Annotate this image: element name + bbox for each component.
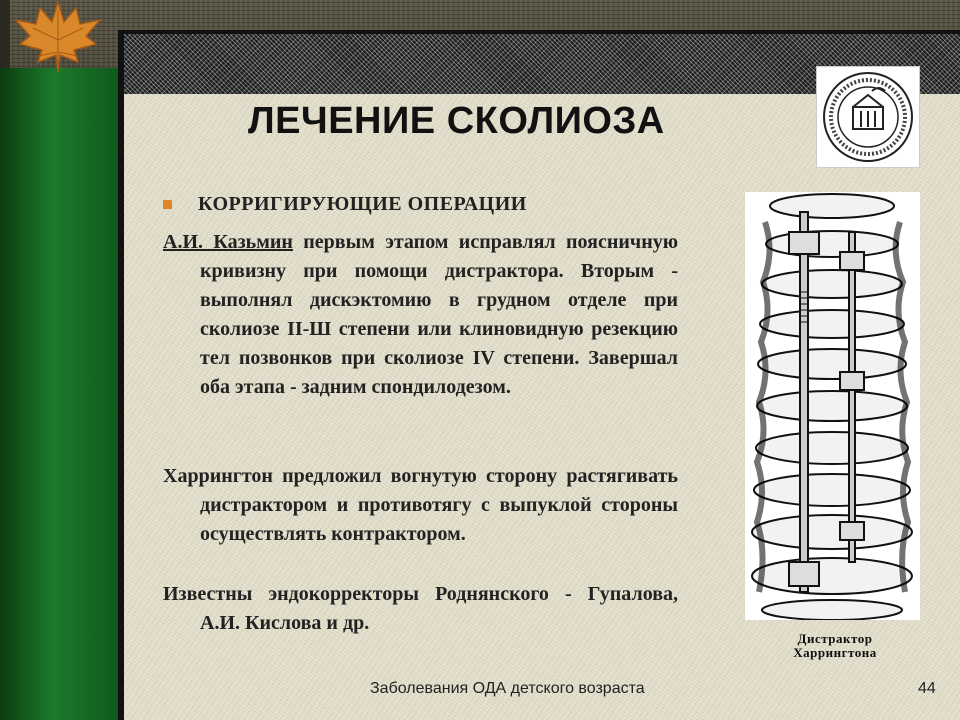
- slide-footer: Заболевания ОДА детского возраста: [370, 680, 645, 697]
- university-seal-icon: [816, 66, 920, 168]
- page-number: 44: [918, 680, 936, 697]
- paragraph-endocorrectors-text: Известны эндокорректоры Роднянского - Гупалова, А.И. Кислова и др.: [163, 583, 678, 634]
- bullet-heading-row: [163, 193, 527, 216]
- figure-caption-line1: Дистрактор: [797, 631, 873, 646]
- paragraph-harrington: [163, 462, 678, 549]
- green-side-band: [0, 68, 118, 720]
- bullet-square-icon: [163, 200, 172, 209]
- slide-title: ЛЕЧЕНИЕ СКОЛИОЗА: [248, 100, 665, 142]
- harrington-distractor-illustration: [745, 192, 920, 620]
- paragraph-kazmin: [163, 228, 678, 402]
- paragraph-endocorrectors: [163, 580, 678, 638]
- figure-caption-line2: Харрингтона: [793, 645, 877, 660]
- paragraph-harrington-text: Харрингтон предложил вогнутую сторону растягивать дистрактором и противотягу с выпуклой стороны осуществлять контрактором.: [163, 465, 678, 545]
- figure-caption: [760, 632, 910, 660]
- paragraph-kazmin-text: первым этапом исправлял поясничную кривизну при помощи дистрактора. Вторым - выполнял дискэктомию в грудном отделе при сколиозе II-Ш степени или клиновидную резекцию тел позвонков при сколиозе IV степени. Завершал оба этапа - задним спондилодезом.: [200, 231, 678, 398]
- author-name: А.И. Казьмин: [163, 231, 293, 253]
- section-heading: КОРРИГИРУЮЩИЕ ОПЕРАЦИИ: [198, 193, 527, 215]
- maple-leaf-icon: [8, 0, 108, 75]
